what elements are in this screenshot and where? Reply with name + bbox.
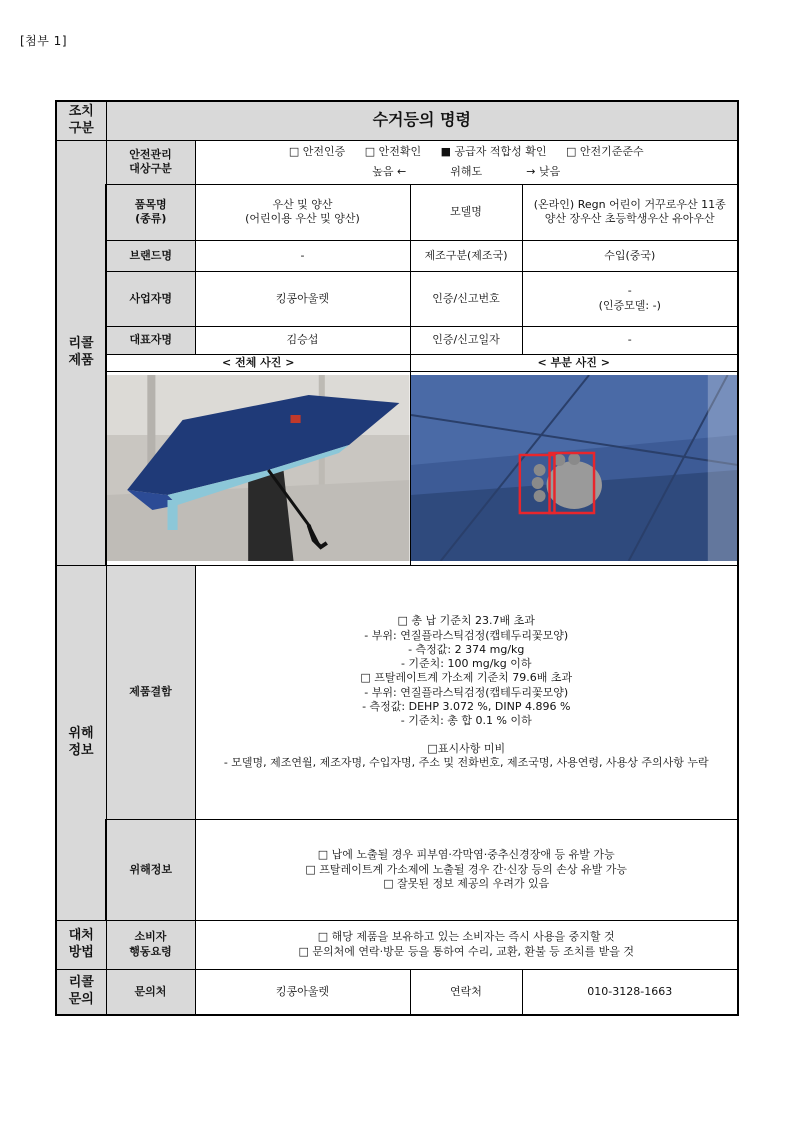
defect-line: - 기준치: 총 합 0.1 % 이하: [400, 714, 532, 728]
risk-scale: [199, 165, 735, 179]
umbrella-detail-photo: [411, 375, 738, 561]
rep-value: 김승섭: [195, 326, 410, 354]
business-value: 킹콩아울렛: [195, 271, 410, 326]
brand-label: 브랜드명: [106, 240, 195, 271]
risk-line: □ 납에 노출될 경우 피부염·각막염·중추신경장애 등 유발 가능: [317, 848, 615, 862]
item-value: 우산 및 양산 (어린이용 우산 및 양산): [195, 184, 410, 240]
cert-no-label: 인증/신고번호: [410, 271, 522, 326]
photo-part: [410, 371, 738, 565]
consumer-details: [195, 920, 738, 969]
safety-option: □ 안전인증: [288, 145, 346, 159]
phone-label: 연락처: [410, 969, 522, 1015]
manufacture-value: 수입(중국): [522, 240, 738, 271]
risk-line: □ 프탈레이트계 가소제에 노출될 경우 간·신장 등의 손상 유발 가능: [305, 862, 628, 876]
consumer-line: □ 해당 제품을 보유하고 있는 소비자는 즉시 사용을 중지할 것: [317, 930, 615, 944]
recall-table: [55, 100, 739, 1016]
defect-line: - 기준치: 100 mg/kg 이하: [400, 657, 532, 671]
photo-full-label: < 전체 사진 >: [106, 354, 410, 371]
umbrella-full-photo: [107, 375, 410, 561]
risk-details: [195, 819, 738, 920]
hazard-section: 위해 정보: [56, 565, 106, 920]
risk-high: 높음 ←: [372, 164, 407, 178]
defect-label: 제품결함: [106, 565, 195, 819]
risk-line: □ 잘못된 정보 제공의 우려가 있음: [383, 876, 550, 890]
photo-full: [106, 371, 410, 565]
phone-value: 010-3128-1663: [522, 969, 738, 1015]
consumer-line: □ 문의처에 연락·방문 등을 통하여 수리, 교환, 환불 등 조치를 받을 것: [298, 944, 635, 958]
measure-title: 수거등의 명령: [106, 101, 738, 140]
defect-line: - 부위: 연질플라스틱검정(캡테두리꽃모양): [364, 685, 569, 699]
contact-label: 문의처: [106, 969, 195, 1015]
measure-label: 조치 구분: [56, 101, 106, 140]
cert-no-value: - (인증모델: -): [522, 271, 738, 326]
safety-label: 안전관리 대상구분: [106, 140, 195, 184]
defect-line: □ 총 납 기준치 23.7배 초과: [397, 614, 535, 628]
cert-date-value: -: [522, 326, 738, 354]
action-section: 대처 방법: [56, 920, 106, 969]
brand-value: -: [195, 240, 410, 271]
model-label: 모델명: [410, 184, 522, 240]
attachment-label: [첨부 1]: [20, 34, 67, 48]
item-label: 품목명 (종류): [106, 184, 195, 240]
safety-option-selected: ■ 공급자 적합성 확인: [440, 145, 547, 159]
risk-middle: 위해도: [450, 164, 483, 178]
manufacture-label: 제조구분(제조국): [410, 240, 522, 271]
model-value: (온라인) Regn 어린이 거꾸로우산 11종 양산 장우산 초등학생우산 유아우산: [522, 184, 738, 240]
photo-part-label: < 부분 사진 >: [410, 354, 738, 371]
safety-option: □ 안전확인: [364, 145, 422, 159]
rep-label: 대표자명: [106, 326, 195, 354]
cert-date-label: 인증/신고일자: [410, 326, 522, 354]
safety-options: [195, 140, 738, 184]
safety-option: □ 안전기준준수: [566, 145, 644, 159]
consumer-label: 소비자 행동요령: [106, 920, 195, 969]
recall-product-section: 리콜 제품: [56, 140, 106, 565]
label-line: □표시사항 미비: [427, 741, 506, 755]
defect-line: - 측정값: DEHP 3.072 %, DINP 4.896 %: [362, 700, 571, 714]
inquiry-section: 리콜 문의: [56, 969, 106, 1015]
label-line: - 모델명, 제조연월, 제조자명, 수입자명, 주소 및 전화번호, 제조국명, 사용연령, 사용상 주의사항 누락: [223, 755, 709, 769]
defect-line: - 부위: 연질플라스틱검정(캡테두리꽃모양): [364, 628, 569, 642]
defect-line: - 측정값: 2 374 mg/kg: [408, 642, 525, 656]
contact-value: 킹콩아울렛: [195, 969, 410, 1015]
defect-line: □ 프탈레이트계 가소제 기준치 79.6배 초과: [360, 671, 573, 685]
business-label: 사업자명: [106, 271, 195, 326]
defect-details: [195, 565, 738, 819]
risk-low: → 낮음: [526, 164, 561, 178]
risk-label: 위해정보: [106, 819, 195, 920]
